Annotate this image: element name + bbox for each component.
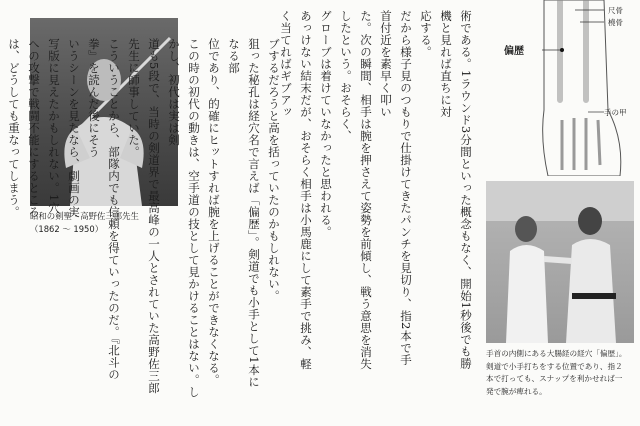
karate-demonstration-photo (486, 181, 634, 343)
right-body-text: 術である。1ラウンド3分間といった概念もなく、開始1秒後でも勝機と見れば直ちに対 応する。 だから様子見のつもりで仕掛けてきたパンチを見切り、指2本で手首付近を素早く叩い た。次の瞬間、相手は腕を押さえて姿勢を前傾し、戦う意思を消失したという。おそらく、 グローブは着けていなかったと思われる。 あっけない結末だが、おそらく相手は小馬鹿にして素手で挑み、軽く当てればギブアッ (279, 10, 473, 370)
label-radius: 橈骨 (608, 18, 623, 27)
arm-diagram (500, 0, 640, 176)
label-back-of-hand: 手の甲 (604, 108, 627, 117)
kendo-master-years: （1862 〜 1950） (30, 224, 104, 234)
label-ulna: 尺骨 (608, 6, 623, 15)
karate-figures (486, 181, 634, 343)
middle-body-text: ブするだろうと高を括っていたのかもしれない。 狙った秘孔は経穴名で言えば「偏歴」。剣道でも小手として1本になる部 位であり、的確にヒットすれば腕を上げることができなくなる。 この時の初代の動きは、空手道の技として見かけることはない。しかし、初代は実は剣 道も5段で、当時の剣道界で最高峰の一人とされていた高野佐三郎先生に師事していた。 こういうことから、部隊内でも信頼を得ていったのだ。『北斗の拳』を読んだ後にそう いうシーンを見たなら、劇画の実 写版に見えたかもしれない。1穴 への攻撃で戦闘不能にするところ は、どうしても重なってしまう。 (7, 38, 281, 398)
label-henreki: 偏歴 (504, 46, 524, 57)
karate-photo-caption: 手首の内側にある大腸経の経穴「偏歴」。 剣道で小手打ちをする位置であり、指２ 本で打っても、スナップを利かせれば一 発で腕が痺れる。 (486, 349, 627, 396)
kendo-master-name: 昭和の剣聖・高野佐三郎先生 (30, 211, 139, 221)
